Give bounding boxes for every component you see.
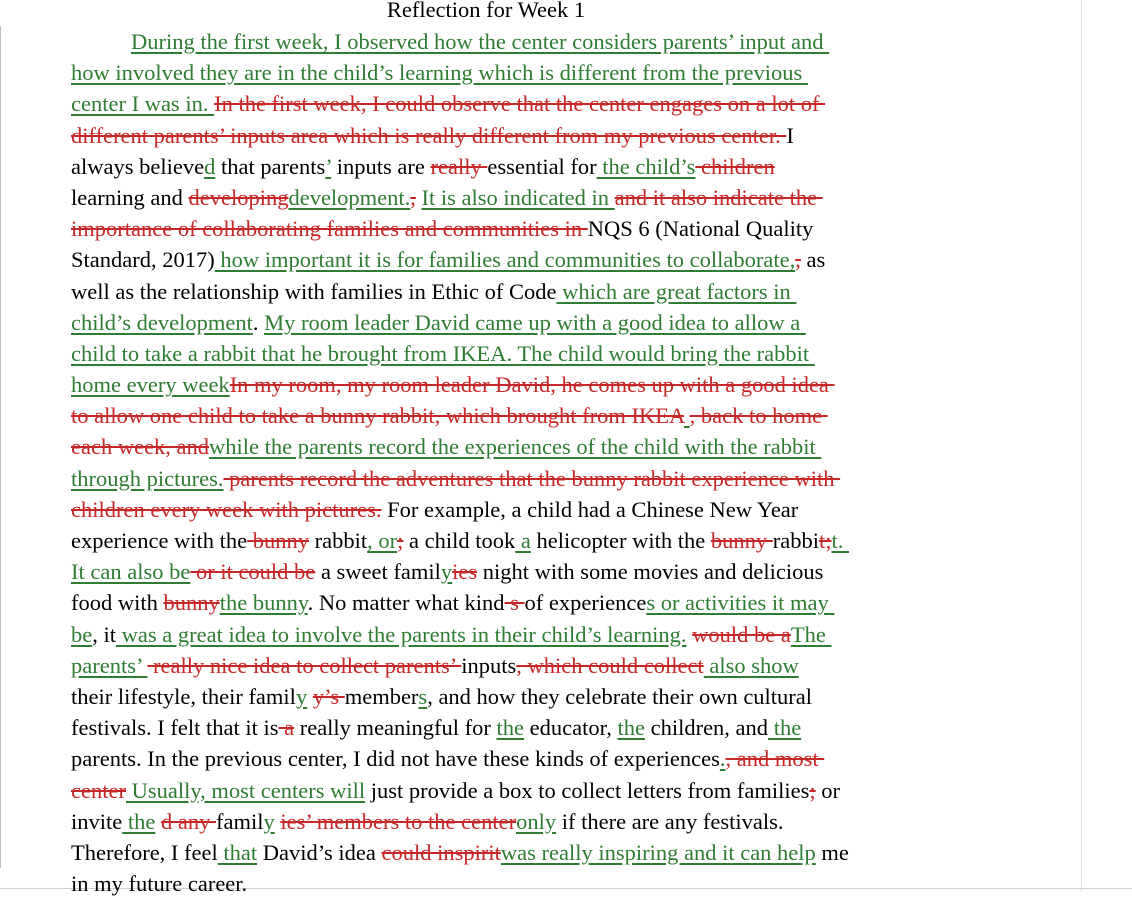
body-text: experience with the	[71, 528, 248, 553]
text-line[interactable]	[71, 587, 921, 618]
text-line[interactable]	[71, 57, 921, 88]
deleted-text: to allow one child to take a bunny rabbit, which brought from IKEA	[71, 403, 684, 429]
inserted-text: while the parents record the experiences of the child with the rabbit	[209, 434, 822, 460]
document-body[interactable]	[71, 26, 921, 899]
text-line[interactable]	[71, 369, 921, 400]
inserted-text: a	[515, 528, 531, 553]
inserted-text: s or activities it may	[646, 590, 835, 616]
deleted-text: bunny	[163, 590, 220, 616]
inserted-text: the	[617, 715, 645, 741]
deleted-text: could inspirit	[381, 839, 501, 865]
inserted-text: the child’s	[596, 153, 696, 179]
deleted-text: a	[278, 715, 295, 741]
body-text: member	[344, 683, 419, 709]
deleted-text: children every week with pictures.	[71, 496, 382, 522]
body-text: if there are any festivals.	[556, 808, 784, 834]
deleted-text: really	[430, 153, 488, 179]
inserted-text: Usually, most centers will	[125, 777, 366, 803]
deleted-text: , which could collect	[516, 652, 704, 678]
deleted-text: s	[504, 590, 525, 616]
deleted-text: d any	[161, 808, 216, 834]
text-line[interactable]	[71, 681, 921, 712]
inserted-text: also show	[703, 652, 799, 678]
deleted-text: t;	[818, 528, 832, 553]
text-line[interactable]	[71, 244, 921, 275]
deleted-text: ,	[410, 184, 416, 210]
inserted-text: home every week	[71, 372, 230, 398]
text-line[interactable]	[71, 712, 921, 743]
text-line[interactable]	[71, 525, 921, 556]
body-text: helicopter with the	[530, 528, 711, 553]
text-line[interactable]	[71, 431, 921, 462]
body-text: I	[786, 122, 794, 148]
body-text: . No matter what kind	[307, 590, 505, 616]
body-text: For example, a child had a Chinese New Year	[381, 496, 799, 522]
text-line[interactable]	[71, 88, 921, 119]
inserted-text: the	[496, 715, 525, 741]
body-text: festivals. I felt that it is	[71, 715, 279, 741]
deleted-text: children	[695, 153, 775, 179]
text-line[interactable]	[71, 463, 921, 494]
deleted-text: bunny	[710, 528, 773, 553]
inserted-text: how important it is for families and communities to collaborate,	[214, 247, 796, 273]
inserted-text: child’s development	[71, 309, 253, 335]
body-text: a sweet famil	[315, 559, 441, 585]
body-text: in my future career.	[71, 871, 248, 897]
deleted-text: really nice idea to collect parents’	[147, 652, 462, 678]
inserted-text: s	[418, 683, 428, 709]
body-text: invite	[71, 808, 123, 834]
deleted-text: and it also indicate the	[614, 184, 823, 210]
text-line[interactable]	[71, 775, 921, 806]
body-text: or	[815, 777, 841, 803]
inserted-text: the	[122, 808, 156, 834]
inserted-text: which are great factors in	[556, 278, 797, 304]
body-text: night with some movies and delicious	[477, 559, 824, 585]
inserted-text: It can also be	[71, 559, 191, 585]
text-line[interactable]	[71, 494, 921, 525]
body-text: David’s idea	[257, 839, 382, 865]
inserted-text: how involved they are in the child’s learning which is different from the previous	[71, 60, 808, 86]
body-text: , and how they celebrate their own cultural	[427, 683, 813, 709]
deleted-text: y’s	[312, 683, 345, 709]
body-text: famil	[216, 808, 264, 834]
body-text: their lifestyle, their famil	[71, 683, 296, 709]
body-text: rabbi	[772, 528, 819, 553]
inserted-text: y	[295, 683, 308, 709]
body-text: of experience	[524, 590, 647, 616]
deleted-text: developing	[188, 184, 289, 210]
deleted-text: importance of collaborating families and communities in	[71, 216, 588, 242]
body-text: just provide a box to collect letters from families	[365, 777, 810, 803]
inserted-text: was really inspiring and it can help	[500, 839, 816, 865]
inserted-text: It is also indicated in	[421, 184, 615, 210]
body-text: inputs are	[331, 153, 431, 179]
inserted-text: child to take a rabbit that he brought from IKEA. The child would bring the rabbit	[71, 340, 815, 366]
text-line[interactable]	[71, 556, 921, 587]
page-right-border	[1081, 0, 1082, 892]
inserted-text: only	[516, 808, 557, 834]
text-line[interactable]	[71, 26, 921, 57]
deleted-text: different parents’ inputs area which is really different from my previous center.	[71, 122, 787, 148]
deleted-text: , back to home	[689, 403, 828, 429]
body-text: as	[800, 247, 826, 273]
body-text: always believe	[71, 153, 205, 179]
text-line[interactable]	[71, 276, 921, 307]
inserted-text: center I was in.	[71, 91, 215, 117]
body-text: essential for	[487, 153, 597, 179]
body-text: a child took	[403, 528, 516, 553]
text-line[interactable]	[71, 151, 921, 182]
deleted-text: bunny	[247, 528, 310, 553]
inserted-text: t.	[831, 528, 849, 553]
body-text: inputs	[461, 652, 517, 678]
body-text: NQS 6 (National Quality	[587, 216, 814, 242]
inserted-text: ’	[325, 153, 332, 179]
inserted-text: y	[263, 808, 275, 834]
deleted-text: , and most	[725, 746, 825, 772]
inserted-text: y	[440, 559, 453, 585]
text-line[interactable]	[71, 213, 921, 244]
text-line[interactable]	[71, 806, 921, 837]
text-line[interactable]	[71, 120, 921, 151]
body-text: parents. In the previous center, I did not have these kinds of experiences	[71, 746, 720, 772]
deleted-text: or it could be	[190, 559, 316, 585]
deleted-text: ies’ members to the center	[280, 808, 517, 834]
inserted-text: The	[790, 621, 832, 647]
deleted-text: ies	[452, 559, 478, 585]
body-text: .	[252, 309, 265, 335]
deleted-text: each week, and	[71, 434, 210, 460]
inserted-text: the	[768, 715, 802, 741]
inserted-text: During the first week, I observed how the center considers parents’ input and	[131, 29, 830, 54]
body-text: learning and	[71, 184, 189, 210]
text-line[interactable]	[71, 619, 921, 650]
body-text: rabbit	[309, 528, 368, 553]
inserted-text: was a great idea to involve the parents in their child’s learning.	[116, 621, 687, 647]
body-text: children, and	[644, 715, 769, 741]
text-line[interactable]	[71, 743, 921, 774]
inserted-text: be	[71, 621, 93, 647]
deleted-text: ;	[809, 777, 816, 803]
text-line[interactable]	[71, 837, 921, 868]
inserted-text: that	[217, 839, 258, 865]
text-line[interactable]	[71, 400, 921, 431]
inserted-text: d	[204, 153, 216, 179]
inserted-text: parents’	[71, 652, 148, 678]
body-text: me	[815, 839, 849, 865]
inserted-text: the bunny	[219, 590, 308, 616]
body-text: Standard, 2017)	[71, 247, 215, 273]
inserted-text: development.	[288, 184, 411, 210]
text-line[interactable]	[71, 650, 921, 681]
inserted-text: through pictures.	[71, 465, 224, 491]
text-line[interactable]	[71, 182, 921, 213]
body-text: well as the relationship with families in Ethic of Code	[71, 278, 557, 304]
inserted-text: My room leader David came up with a good idea to allow a	[264, 309, 806, 335]
text-line[interactable]	[71, 307, 921, 338]
body-text: that parents	[215, 153, 326, 179]
body-text: , it	[92, 621, 117, 647]
body-text: educator,	[524, 715, 618, 741]
deleted-text: ;	[397, 528, 404, 553]
deleted-text: In the first week, I could observe that the center engages on a lot of	[214, 91, 826, 117]
document-title: Reflection for Week 1	[386, 0, 586, 22]
body-text: food with	[71, 590, 164, 616]
deleted-text: ,	[795, 247, 801, 273]
text-line[interactable]	[71, 868, 921, 899]
body-text: really meaningful for	[294, 715, 497, 741]
inserted-text: .	[719, 746, 726, 772]
deleted-text: would be a	[692, 621, 791, 647]
page-left-border	[0, 26, 1, 868]
deleted-text: parents record the adventures that the bunny rabbit experience with	[223, 465, 841, 491]
inserted-text: , or	[367, 528, 398, 553]
body-text: Therefore, I feel	[71, 839, 218, 865]
deleted-text: center	[71, 777, 126, 803]
deleted-text: In my room, my room leader David, he comes up with a good idea	[229, 372, 835, 398]
text-line[interactable]	[71, 338, 921, 369]
